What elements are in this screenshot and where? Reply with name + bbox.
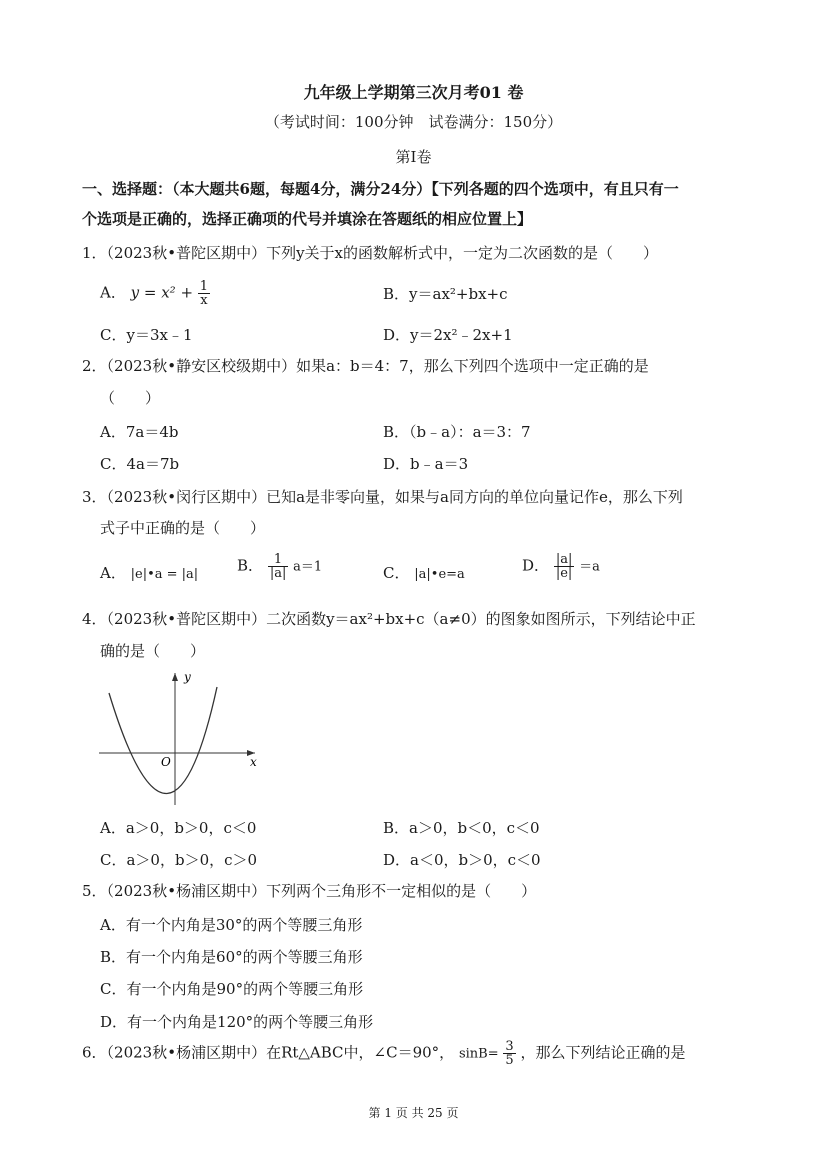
q3-option-c — [383, 562, 465, 583]
y-axis-arrow-icon — [172, 673, 178, 681]
q5-stem: 5．（2023秋•杨浦区期中）下列两个三角形不一定相似的是（ ） — [82, 882, 537, 900]
q1-option-b: B．y＝ax²+bx+c — [383, 285, 508, 303]
q3-option-b-fraction — [268, 553, 289, 580]
q3-option-b-denominator: |a| — [269, 566, 287, 581]
q6-stem-pre: 6．（2023秋•杨浦区期中）在Rt△ABC中，∠C＝90°， — [82, 1043, 455, 1062]
q2-stem-line1: 2．（2023秋•静安区校级期中）如果a：b＝4：7，那么下列四个选项中一定正确的是 — [82, 357, 649, 375]
section-heading-line1: 一、选择题：（本大题共6题，每题4分，满分24分）【下列各题的四个选项中，有且只有一 — [82, 180, 679, 198]
q1-option-a-fraction — [198, 280, 210, 307]
q5-option-d: D．有一个内角是120°的两个等腰三角形 — [100, 1013, 374, 1031]
q3-option-a-prefix: A． — [100, 564, 126, 582]
section-heading-line2: 个选项是正确的，选择正确项的代号并填涂在答题纸的相应位置上】 — [82, 210, 533, 228]
q3-option-d-numerator: |a| — [555, 552, 573, 567]
q4-option-b: B．a＞0，b＜0，c＜0 — [383, 819, 540, 837]
q3-option-b-numerator: 1 — [273, 552, 283, 567]
q5-option-a: A．有一个内角是30°的两个等腰三角形 — [100, 916, 363, 934]
graph-y-label: y — [184, 670, 191, 684]
q3-option-b-tail: a＝1 — [293, 559, 323, 575]
q3-option-b — [237, 553, 322, 580]
graph-x-label: x — [250, 755, 257, 769]
q3-stem-line2: 式子中正确的是（ ） — [100, 519, 266, 537]
q3-option-b-prefix: B． — [237, 556, 264, 575]
q1-option-d: D．y＝2x²﹣2x+1 — [383, 326, 513, 344]
q1-option-a-denominator: x — [198, 293, 210, 307]
q3-option-d-denominator: |e| — [554, 566, 575, 580]
q3-option-d-prefix: D． — [522, 556, 550, 575]
page-number: 第 1 页 共 25 页 — [368, 1106, 459, 1120]
q3-stem-line1: 3．（2023秋•闵行区期中）已知a是非零向量，如果与a同方向的单位向量记作e，那么下列 — [82, 488, 683, 506]
q1-option-c: C．y＝3x﹣1 — [100, 326, 193, 344]
q6-stem — [82, 1040, 685, 1067]
q3-option-a-expr: |e|•a = |a| — [130, 567, 199, 582]
q4-parabola-graph — [95, 665, 265, 810]
q6-sin-numerator: 3 — [505, 1039, 514, 1054]
q3-option-c-expr: |a|•e=a — [414, 567, 465, 582]
graph-origin-label: O — [161, 755, 171, 769]
q1-option-a-prefix: A． — [100, 283, 126, 302]
q3-option-c-prefix: C． — [383, 564, 410, 582]
q3-option-a — [100, 562, 198, 583]
q1-stem: 1．（2023秋•普陀区期中）下列y关于x的函数解析式中，一定为二次函数的是（ ） — [82, 244, 659, 262]
q2-option-b: B．（b﹣a）：a＝3：7 — [383, 423, 531, 441]
q6-sin-label: sinB= — [458, 1046, 499, 1062]
q2-option-a: A．7a＝4b — [100, 423, 179, 441]
parabola-curve — [109, 687, 217, 794]
exam-info: （考试时间：100分钟 试卷满分：150分） — [264, 113, 563, 131]
q1-option-a — [100, 280, 210, 307]
q6-stem-post: ，那么下列结论正确的是 — [520, 1043, 686, 1062]
volume-label: 第Ⅰ卷 — [395, 148, 432, 166]
q2-option-d: D．b﹣a＝3 — [383, 455, 469, 473]
q1-option-a-expr: y = x² + — [130, 283, 194, 302]
q4-stem-line2: 确的是（ ） — [100, 642, 206, 660]
q3-option-d — [522, 553, 600, 580]
q5-option-c: C．有一个内角是90°的两个等腰三角形 — [100, 980, 364, 998]
q4-option-c: C．a＞0，b＞0，c＞0 — [100, 851, 258, 869]
q5-option-b: B．有一个内角是60°的两个等腰三角形 — [100, 948, 363, 966]
q6-sin-fraction — [503, 1040, 515, 1067]
q3-option-d-tail: ＝a — [579, 559, 600, 575]
q3-option-d-fraction — [554, 553, 575, 580]
q2-stem-line2: （ ） — [100, 389, 161, 407]
q1-option-a-numerator: 1 — [199, 279, 209, 294]
q2-option-c: C．4a＝7b — [100, 455, 180, 473]
page-title: 九年级上学期第三次月考01 卷 — [303, 83, 524, 102]
q4-option-d: D．a＜0，b＞0，c＜0 — [383, 851, 541, 869]
q6-sin-denominator: 5 — [505, 1053, 514, 1068]
q4-stem-line1: 4．（2023秋•普陀区期中）二次函数y＝ax²+bx+c（a≠0）的图象如图所示，下列结论中正 — [82, 610, 696, 628]
q4-option-a: A．a＞0，b＞0，c＜0 — [100, 819, 257, 837]
